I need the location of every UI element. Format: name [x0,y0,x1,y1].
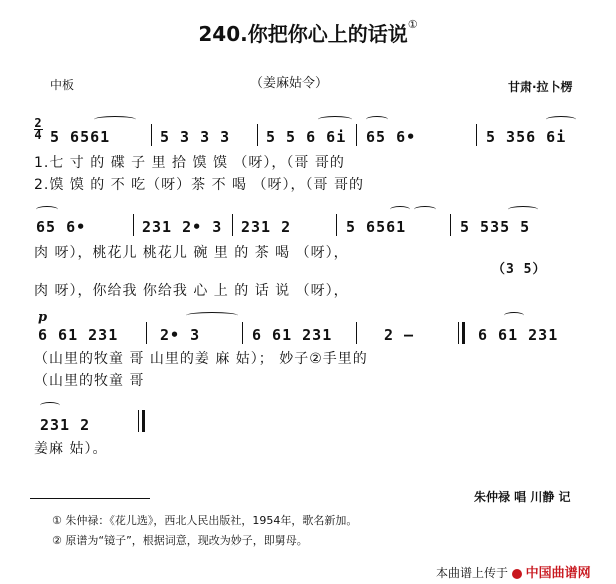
measure-1-4: 65 6• [366,128,417,146]
barline [257,124,258,146]
slur [508,206,538,213]
page-title [0,18,616,47]
barline [138,410,139,432]
measure-1-2: 5 3 3 3 [160,128,231,146]
footnote-text: 朱仲禄：《花儿选》，西北人民出版社，1954年，歌名新加。 [65,514,358,527]
barline [133,214,134,236]
lyric-line: 2.馍 馍 的 不 吃（呀）茶 不 喝 （呀），（哥 哥的 [34,177,364,193]
measure-3-1: 6 61 231 [38,326,119,344]
footnote-mark: ① [52,514,62,527]
slur [390,206,410,213]
measure-2-1: 65 6• [36,218,87,236]
time-signature-top: 2 [34,116,43,130]
barline [476,124,477,146]
measure-2-4: 5 6561 [346,218,407,236]
measure-3-3: 6 61 231 [252,326,333,344]
measure-1-5: 5 356 6i [486,128,567,146]
slur [94,116,136,123]
dynamic-marking: p [38,310,48,325]
title-footnote-mark: ① [407,18,418,31]
measure-3-4: 2 — [384,326,415,344]
barline [242,322,243,344]
barline [356,322,357,344]
measure-3-2: 2• 3 [160,326,201,344]
site-logo-icon [512,569,522,579]
tune-name: （姜麻姑令） [250,76,329,91]
footnote-divider [30,498,150,499]
slur [186,312,238,319]
measure-1-1: 5 6561 [50,128,111,146]
final-barline [142,410,145,432]
time-signature-bottom: 4 [34,128,43,142]
measure-1-3: 5 5 6 6i [266,128,347,146]
barline [356,124,357,146]
site-name: 中国曲谱网 [525,566,591,581]
footnote-text: 原谱为“镜子”，根据词意，现改为妙子，即舅母。 [65,534,308,547]
slur [414,206,436,213]
measure-2-2: 231 2• 3 [142,218,223,236]
upload-badge[interactable] [436,562,591,581]
barline [151,124,152,146]
performer-credit: 朱仲禄 唱 川静 记 [474,490,571,504]
region-label: 甘肃·拉卜楞 [508,80,573,94]
footnote-mark: ② [52,534,62,547]
slur [546,116,576,123]
slur [40,402,60,409]
footnote-2 [52,532,308,548]
barline [450,214,451,236]
barline [146,322,147,344]
measure-2-3: 231 2 [241,218,292,236]
lyric-line: （山里的牧童 哥 山里的姜 麻 姑）； 妙子②手里的 [34,351,368,367]
measure-4-1: 231 2 [40,416,91,434]
time-signature [34,118,43,141]
slur [36,206,58,213]
alternate-notes: （3 5） [492,262,547,277]
lyric-line: 肉 呀），桃花儿 桃花儿 碗 里 的 茶 喝 （呀）， [34,245,349,261]
title-text: 240.你把你心上的话说 [198,22,408,46]
lyric-line: 肉 呀），你给我 你给我 心 上 的 话 说 （呀）， [34,283,349,299]
footnote-1 [52,512,357,528]
measure-3-5: 6 61 231 [478,326,559,344]
measure-2-5: 5 535 5 [460,218,531,236]
barline [232,214,233,236]
upload-badge-prefix: 本曲谱上传于 [436,566,509,580]
slur [504,312,524,319]
repeat-barline [462,322,465,344]
lyric-line: 姜麻 姑）。 [34,441,108,457]
lyric-line: （山里的牧童 哥 [34,373,145,389]
lyric-line: 1.七 寸 的 碟 子 里 拾 馍 馍 （呀），（哥 哥的 [34,155,345,171]
barline [336,214,337,236]
slur [366,116,388,123]
tempo-marking: 中板 [50,78,75,92]
barline [458,322,459,344]
slur [318,116,352,123]
